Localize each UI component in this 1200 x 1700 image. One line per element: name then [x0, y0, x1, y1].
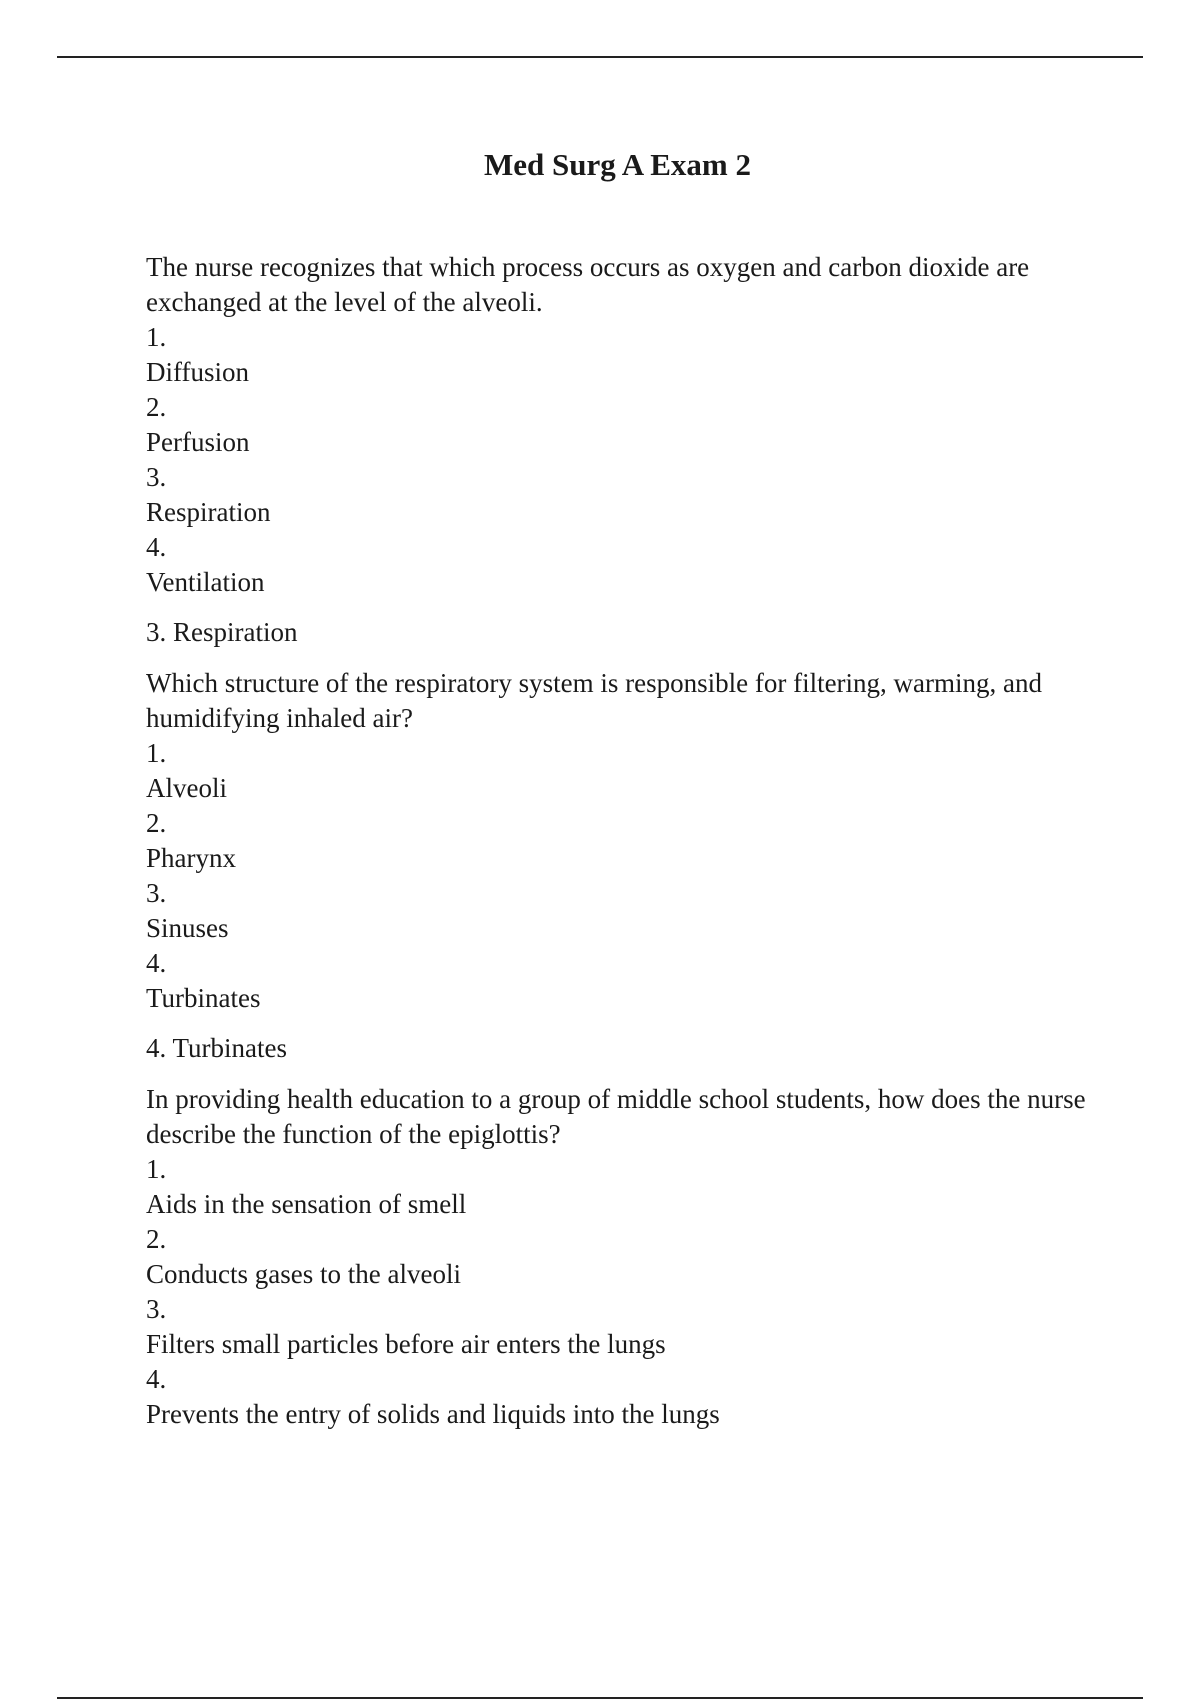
question-text: In providing health education to a group of middle school students, how does the nurse describe the function of the epiglottis?: [146, 1084, 1086, 1149]
question-text: Which structure of the respiratory system is responsible for filtering, warming, and humidifying inhaled air?: [146, 668, 1043, 733]
answer-text: 3. Respiration: [146, 617, 298, 647]
option-number: 4.: [146, 532, 167, 562]
option-number: 3.: [146, 878, 167, 908]
option-text: Perfusion: [146, 427, 250, 457]
option-list: [146, 736, 1096, 1016]
option-text: Alveoli: [146, 773, 227, 803]
option-number: 3.: [146, 462, 167, 492]
option-number: 1.: [146, 322, 167, 352]
option-number: 4.: [146, 948, 167, 978]
option-text: Pharynx: [146, 843, 236, 873]
question-block-3: [146, 1082, 1096, 1432]
option-text: Filters small particles before air enters the lungs: [146, 1329, 666, 1359]
option-text: Respiration: [146, 497, 271, 527]
top-divider: [57, 56, 1143, 58]
question-block-2: [146, 666, 1096, 1066]
option-number: 2.: [146, 1224, 167, 1254]
option-number: 2.: [146, 392, 167, 422]
answer-text: 4. Turbinates: [146, 1033, 288, 1063]
option-text: Conducts gases to the alveoli: [146, 1259, 461, 1289]
option-text: Diffusion: [146, 357, 250, 387]
exam-content: [146, 250, 1096, 1432]
question-block-1: [146, 250, 1096, 650]
option-text: Sinuses: [146, 913, 229, 943]
option-text: Ventilation: [146, 567, 265, 597]
option-number: 3.: [146, 1294, 167, 1324]
option-text: Prevents the entry of solids and liquids into the lungs: [146, 1399, 720, 1429]
option-number: 4.: [146, 1364, 167, 1394]
option-list: [146, 1152, 1096, 1432]
page-title: Med Surg A Exam 2: [484, 147, 751, 182]
option-text: Turbinates: [146, 983, 261, 1013]
option-list: [146, 320, 1096, 600]
question-text: The nurse recognizes that which process occurs as oxygen and carbon dioxide are exchanged at the level of the alveoli.: [146, 252, 1030, 317]
option-number: 1.: [146, 738, 167, 768]
option-number: 1.: [146, 1154, 167, 1184]
option-number: 2.: [146, 808, 167, 838]
option-text: Aids in the sensation of smell: [146, 1189, 467, 1219]
bottom-divider: [57, 1697, 1143, 1699]
